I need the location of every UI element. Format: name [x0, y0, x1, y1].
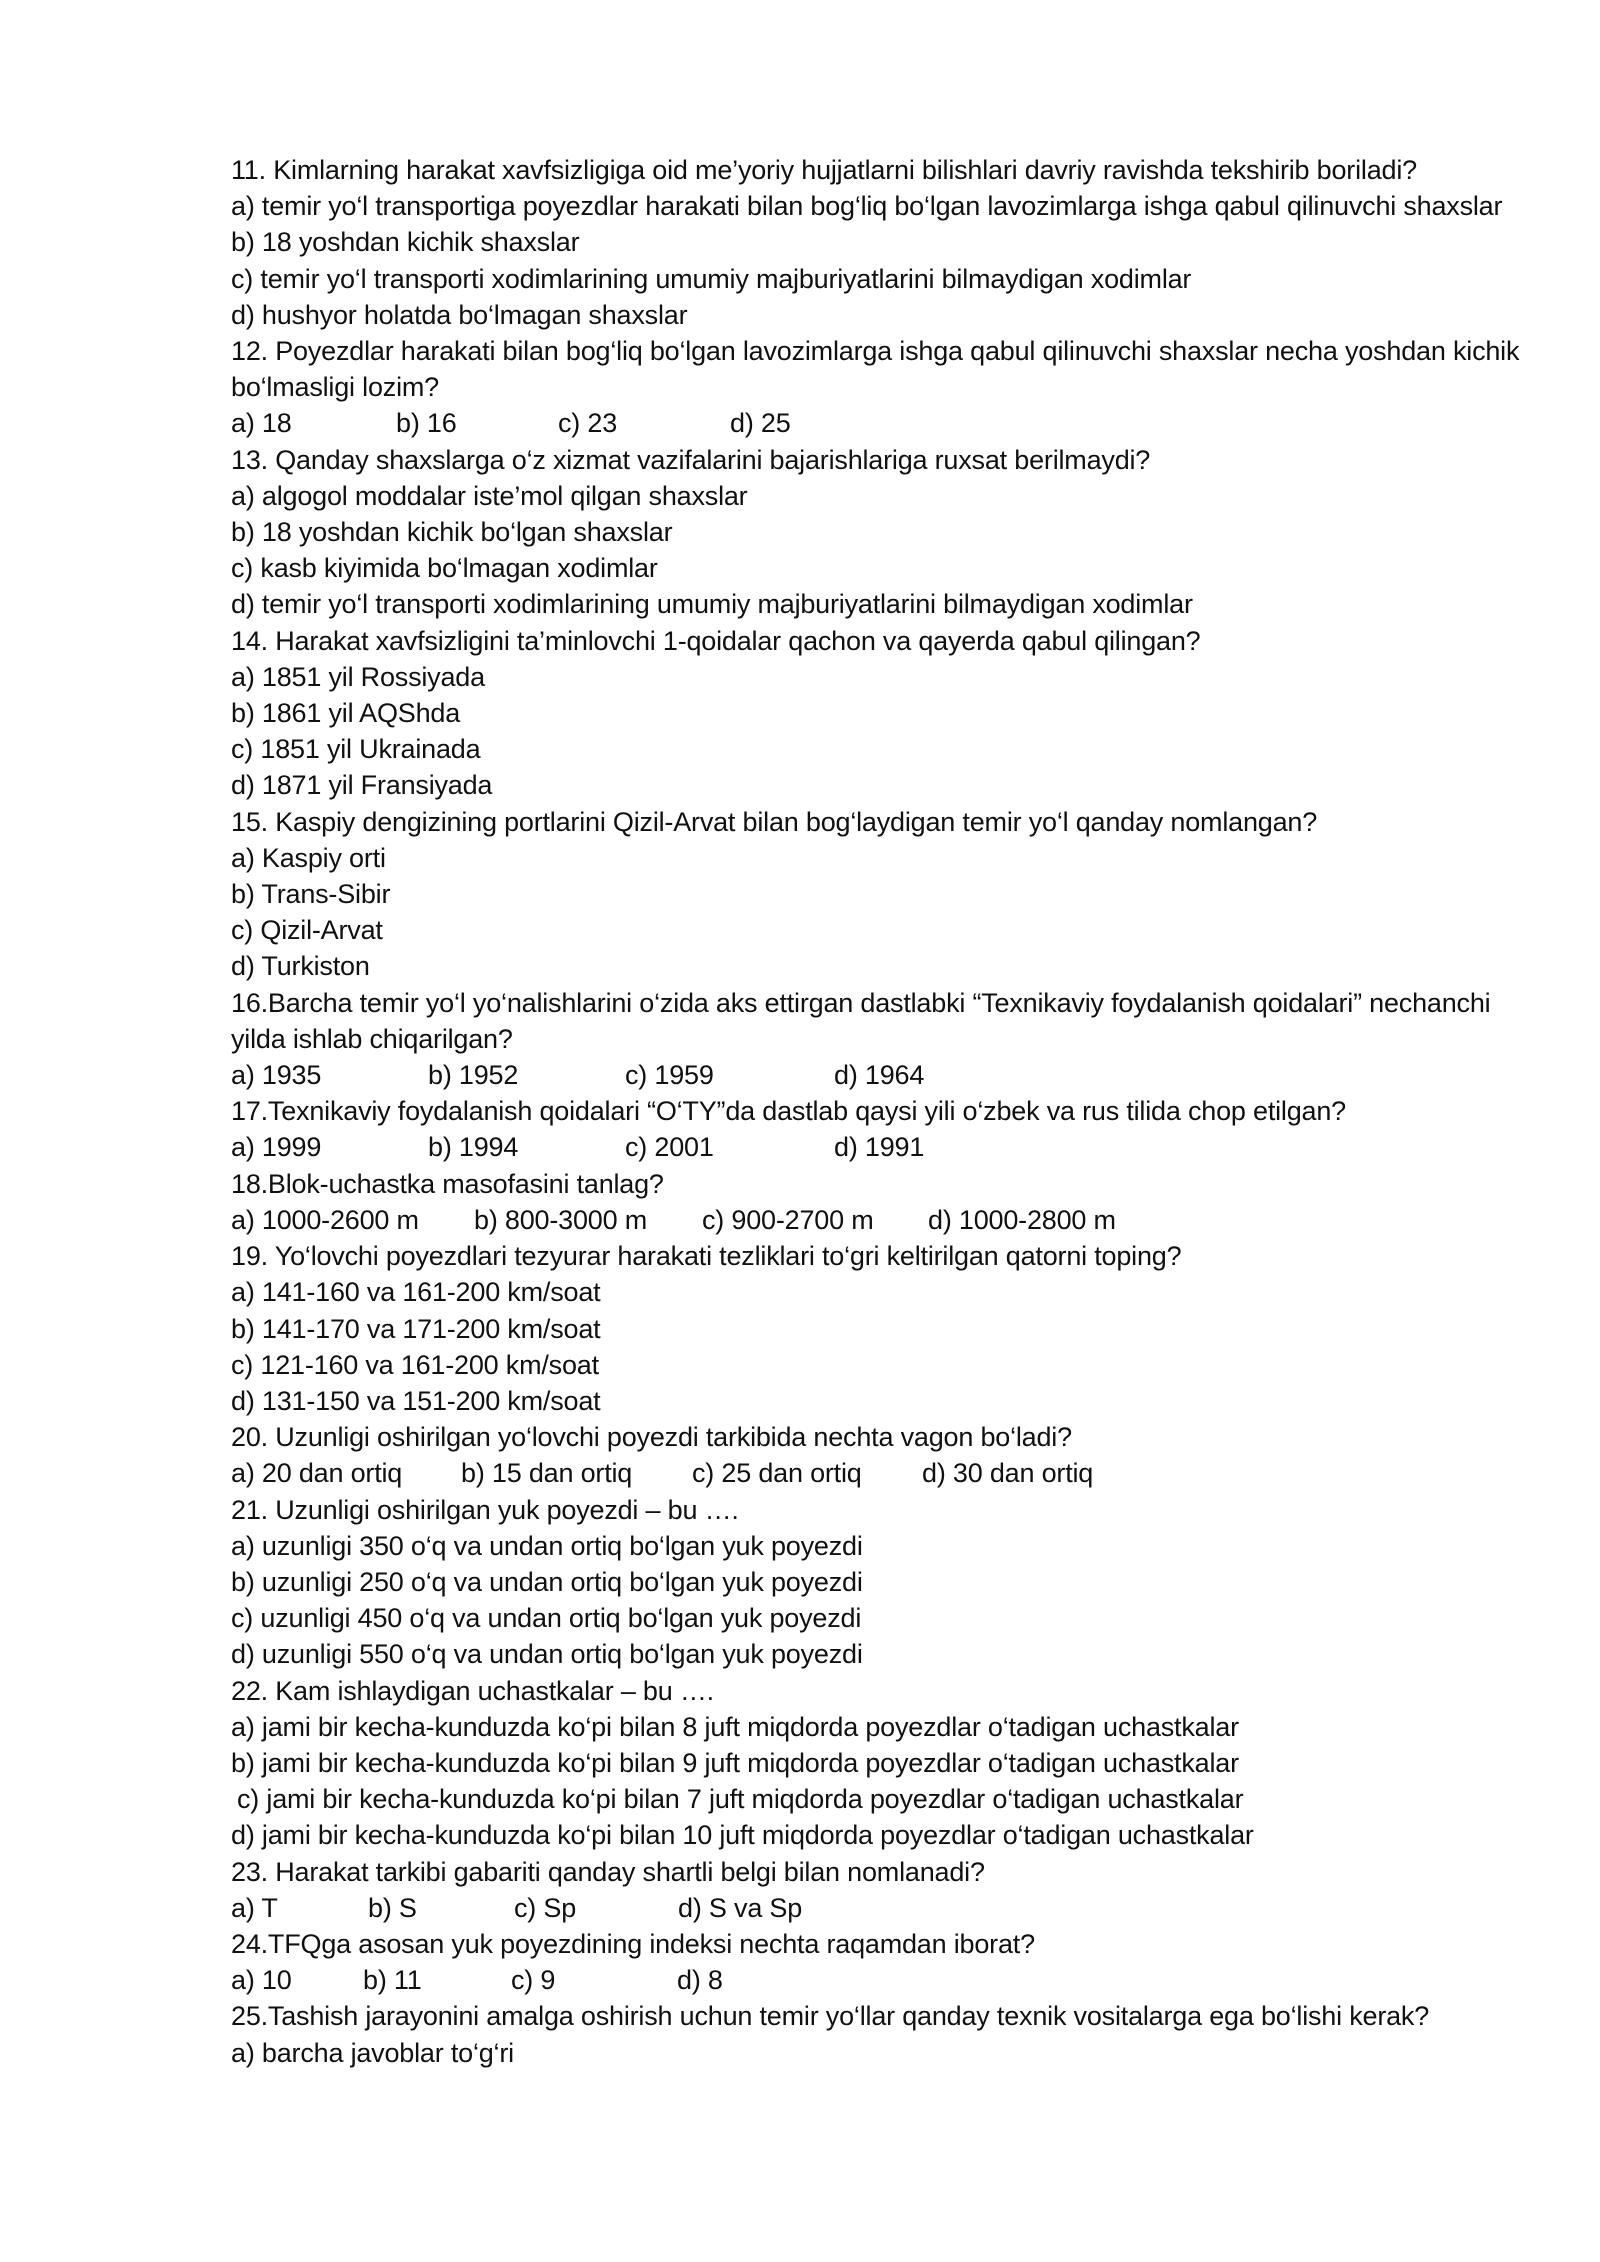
option-13a: a) algogol moddalar iste’mol qilgan shaxslar: [231, 480, 748, 511]
option-14d: d) 1871 yil Fransiyada: [231, 770, 493, 801]
option-23a: a) T: [231, 1892, 278, 1923]
option-21c: c) uzunligi 450 o‘q va undan ortiq bo‘lgan yuk poyezdi: [231, 1603, 862, 1634]
option-21a: a) uzunligi 350 o‘q va undan ortiq bo‘lgan yuk poyezdi: [231, 1530, 863, 1561]
options-row-18: [231, 1202, 1521, 1238]
question-20: 20. Uzunligi oshirilgan yo‘lovchi poyezdi tarkibida nechta vagon bo‘ladi?: [231, 1422, 1072, 1453]
option-24d: d) 8: [677, 1965, 723, 1996]
option-22d: d) jami bir kecha-kunduzda ko‘pi bilan 10 juft miqdorda poyezdlar o‘tadigan uchastkalar: [231, 1820, 1254, 1851]
options-row-16: [231, 1057, 1521, 1093]
question-24: 24.TFQga asosan yuk poyezdining indeksi nechta raqamdan iborat?: [231, 1928, 1035, 1959]
question-21: 21. Uzunligi oshirilgan yuk poyezdi – bu ….: [231, 1494, 739, 1525]
option-17d: d) 1991: [834, 1132, 925, 1163]
question-23: 23. Harakat tarkibi gabariti qanday shartli belgi bilan nomlanadi?: [231, 1856, 985, 1887]
option-19c: c) 121-160 va 161-200 km/soat: [231, 1349, 599, 1380]
question-15: 15. Kaspiy dengizining portlarini Qizil-Arvat bilan bog‘laydigan temir yo‘l qanday nomlangan?: [231, 806, 1318, 837]
options-row-24: [231, 1962, 1521, 1998]
option-23c: c) Sp: [514, 1892, 577, 1923]
option-24b: b) 11: [363, 1965, 422, 1996]
option-21b: b) uzunligi 250 o‘q va undan ortiq bo‘lgan yuk poyezdi: [231, 1566, 863, 1597]
option-11b: b) 18 yoshdan kichik shaxslar: [231, 227, 580, 258]
question-14: 14. Harakat xavfsizligini ta’minlovchi 1-qoidalar qachon va qayerda qabul qilingan?: [231, 625, 1201, 656]
question-12: 12. Poyezdlar harakati bilan bog‘liq bo‘lgan lavozimlarga ishga qabul qilinuvchi shaxslar necha yoshdan kichik bo‘lmasligi lozim?: [231, 336, 1520, 403]
question-11: 11. Kimlarning harakat xavfsizligiga oid me’yoriy hujjatlarni bilishlari davriy ravishda tekshirib boriladi?: [231, 155, 1417, 185]
option-12b: b) 16: [396, 408, 457, 439]
option-20c: c) 25 dan ortiq: [692, 1458, 862, 1489]
option-18d: d) 1000-2800 m: [928, 1204, 1116, 1235]
option-24c: c) 9: [511, 1965, 556, 1996]
options-row-12: [231, 405, 1521, 441]
option-23b: b) S: [368, 1892, 417, 1923]
option-18c: c) 900-2700 m: [702, 1204, 874, 1235]
question-13: 13. Qanday shaxslarga o‘z xizmat vazifalarini bajarishlariga ruxsat berilmaydi?: [231, 444, 1151, 475]
option-11a: a) temir yo‘l transportiga poyezdlar harakati bilan bog‘liq bo‘lgan lavozimlarga ishga qabul qilinuvchi shaxslar: [231, 191, 1503, 222]
option-22b: b) jami bir kecha-kunduzda ko‘pi bilan 9 juft miqdorda poyezdlar o‘tadigan uchastkalar: [231, 1747, 1239, 1778]
option-16d: d) 1964: [834, 1060, 925, 1091]
option-19d: d) 131-150 va 151-200 km/soat: [231, 1385, 601, 1416]
option-22c: c) jami bir kecha-kunduzda ko‘pi bilan 7 juft miqdorda poyezdlar o‘tadigan uchastkalar: [237, 1784, 1244, 1815]
option-14b: b) 1861 yil AQShda: [231, 698, 461, 729]
option-15c: c) Qizil-Arvat: [231, 915, 383, 946]
option-19b: b) 141-170 va 171-200 km/soat: [231, 1313, 601, 1344]
option-15d: d) Turkiston: [231, 951, 370, 982]
options-row-23: [231, 1890, 1521, 1926]
option-18a: a) 1000-2600 m: [231, 1204, 419, 1235]
option-15b: b) Trans-Sibir: [231, 879, 391, 910]
option-16b: b) 1952: [428, 1060, 519, 1091]
option-12d: d) 25: [730, 408, 791, 439]
option-21d: d) uzunligi 550 o‘q va undan ortiq bo‘lgan yuk poyezdi: [231, 1639, 863, 1670]
option-23d: d) S va Sp: [678, 1892, 803, 1923]
option-16a: a) 1935: [231, 1060, 322, 1091]
option-13c: c) kasb kiyimida bo‘lmagan xodimlar: [231, 553, 658, 584]
question-17: 17.Texnikaviy foydalanish qoidalari “O‘TY”da dastlab qaysi yili o‘zbek va rus tilida chop etilgan?: [231, 1096, 1346, 1127]
option-17a: a) 1999: [231, 1132, 322, 1163]
option-18b: b) 800-3000 m: [474, 1204, 648, 1235]
option-14c: c) 1851 yil Ukrainada: [231, 734, 481, 765]
option-17c: c) 2001: [625, 1132, 714, 1163]
options-row-20: [231, 1455, 1521, 1491]
question-22: 22. Kam ishlaydigan uchastkalar – bu ….: [231, 1675, 714, 1706]
option-20d: d) 30 dan ortiq: [922, 1458, 1094, 1489]
option-13b: b) 18 yoshdan kichik bo‘lgan shaxslar: [231, 517, 673, 548]
question-list: [231, 152, 1521, 2071]
option-11d: d) hushyor holatda bo‘lmagan shaxslar: [231, 299, 688, 330]
options-row-17: [231, 1129, 1521, 1165]
option-20b: b) 15 dan ortiq: [461, 1458, 633, 1489]
option-15a: a) Kaspiy orti: [231, 842, 386, 873]
option-22a: a) jami bir kecha-kunduzda ko‘pi bilan 8 juft miqdorda poyezdlar o‘tadigan uchastkalar: [231, 1711, 1239, 1742]
option-11c: c) temir yo‘l transporti xodimlarining umumiy majburiyatlarini bilmaydigan xodimlar: [231, 263, 1192, 294]
question-16: 16.Barcha temir yo‘l yo‘nalishlarini o‘zida aks ettirgan dastlabki “Texnikaviy foydalanish qoidalari” nechanchi yilda ishlab chiqarilgan?: [231, 987, 1491, 1054]
option-25a: a) barcha javoblar to‘g‘ri: [231, 2037, 514, 2068]
option-24a: a) 10: [231, 1965, 292, 1996]
question-25: 25.Tashish jarayonini amalga oshirish uchun temir yo‘llar qanday texnik vositalarga ega bo‘lishi kerak?: [231, 2001, 1430, 2032]
question-19: 19. Yo‘lovchi poyezdlari tezyurar harakati tezliklari to‘gri keltirilgan qatorni toping?: [231, 1241, 1182, 1272]
option-16c: c) 1959: [625, 1060, 714, 1091]
option-19a: a) 141-160 va 161-200 km/soat: [231, 1277, 601, 1308]
option-12a: a) 18: [231, 408, 292, 439]
question-18: 18.Blok-uchastka masofasini tanlag?: [231, 1168, 664, 1199]
option-14a: a) 1851 yil Rossiyada: [231, 661, 485, 692]
option-13d: d) temir yo‘l transporti xodimlarining umumiy majburiyatlarini bilmaydigan xodimlar: [231, 589, 1193, 620]
option-12c: c) 23: [558, 408, 618, 439]
option-17b: b) 1994: [428, 1132, 519, 1163]
option-20a: a) 20 dan ortiq: [231, 1458, 403, 1489]
